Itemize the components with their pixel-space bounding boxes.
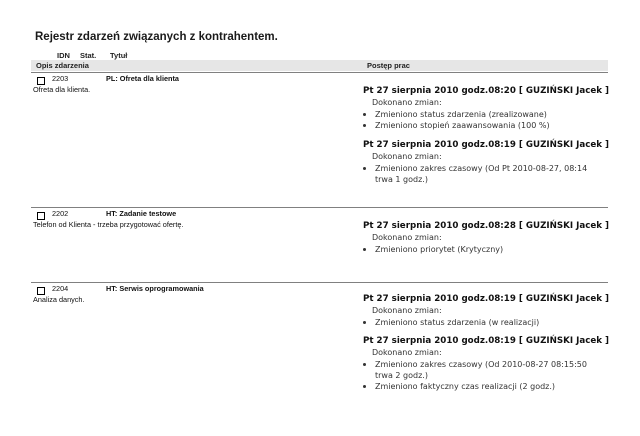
changeset-subtitle: Dokonano zmian: (372, 233, 442, 242)
changeset-heading: Pt 27 sierpnia 2010 godz.08:20 [ GUZIŃSKI Jacek ] (363, 86, 610, 96)
header-title: Tytuł (110, 51, 128, 60)
changeset-heading: Pt 27 sierpnia 2010 godz.08:19 [ GUZIŃSKI Jacek ] (363, 336, 610, 346)
changeset-list (360, 163, 605, 185)
change-item: Zmieniono zakres czasowy (Od 2010-08-27 08:15:50 trwa 2 godz.) (360, 359, 605, 381)
changeset-list (360, 317, 605, 328)
entry-title: HT: Zadanie testowe (106, 209, 177, 218)
changeset-heading: Pt 27 sierpnia 2010 godz.08:19 [ GUZIŃSKI Jacek ] (363, 294, 610, 304)
entry-checkbox[interactable] (37, 287, 45, 295)
header-progress: Postęp prac (367, 61, 410, 70)
change-item: Zmieniono status zdarzenia (w realizacji) (360, 317, 605, 328)
change-item: Zmieniono faktyczny czas realizacji (2 godz.) (360, 381, 605, 392)
entry-description: Telefon od Klienta - trzeba przygotować ofertę. (33, 220, 184, 229)
header-description: Opis zdarzenia (36, 61, 89, 70)
changeset-heading: Pt 27 sierpnia 2010 godz.08:28 [ GUZIŃSKI Jacek ] (363, 221, 610, 231)
changeset-subtitle: Dokonano zmian: (372, 98, 442, 107)
change-item: Zmieniono priorytet (Krytyczny) (360, 244, 605, 255)
entry-checkbox[interactable] (37, 212, 45, 220)
entry-title: HT: Serwis oprogramowania (106, 284, 204, 293)
entry-title: PL: Ofreta dla klienta (106, 74, 179, 83)
entry-separator (31, 72, 608, 73)
entry-separator (31, 282, 608, 283)
entry-idn: 2203 (52, 74, 69, 83)
entry-description: Ofreta dla klienta. (33, 85, 91, 94)
entry-description: Analiza danych. (33, 295, 85, 304)
header-band (31, 60, 608, 71)
entry-checkbox[interactable] (37, 77, 45, 85)
changeset-subtitle: Dokonano zmian: (372, 348, 442, 357)
changeset-subtitle: Dokonano zmian: (372, 152, 442, 161)
change-item: Zmieniono status zdarzenia (zrealizowane) (360, 109, 605, 120)
header-idn: IDN (57, 51, 70, 60)
changeset-subtitle: Dokonano zmian: (372, 306, 442, 315)
change-item: Zmieniono zakres czasowy (Od Pt 2010-08-27, 08:14 trwa 1 godz.) (360, 163, 605, 185)
change-item: Zmieniono stopień zaawansowania (100 %) (360, 120, 605, 131)
entry-separator (31, 207, 608, 208)
changeset-list (360, 359, 605, 392)
report-title: Rejestr zdarzeń związanych z kontrahentem. (35, 31, 278, 43)
entry-idn: 2204 (52, 284, 69, 293)
changeset-list (360, 244, 605, 255)
changeset-list (360, 109, 605, 131)
entry-idn: 2202 (52, 209, 69, 218)
changeset-heading: Pt 27 sierpnia 2010 godz.08:19 [ GUZIŃSKI Jacek ] (363, 140, 610, 150)
header-stat: Stat. (80, 51, 97, 60)
